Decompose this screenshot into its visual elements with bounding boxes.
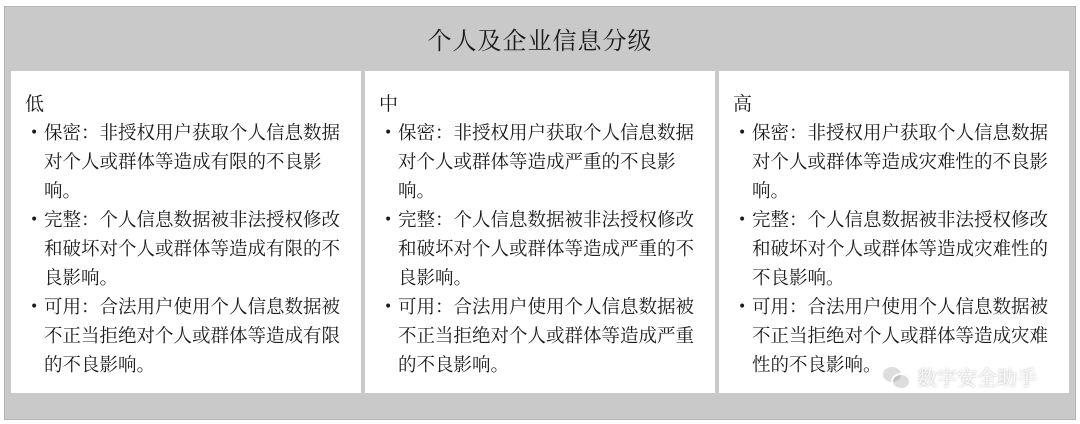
list-item — [731, 119, 1055, 206]
bullet: • — [30, 125, 39, 141]
item-text: 可用：合法用户使用个人信息数据被不正当拒绝对个人或群体等造成灾难性的不良影响。 — [752, 297, 1049, 376]
table-title: 个人及企业信息分级 — [427, 26, 653, 55]
watermark — [881, 362, 1037, 391]
column-low — [11, 71, 361, 393]
item-text: 完整：个人信息数据被非法授权修改和破坏对个人或群体等造成有限的不良影响。 — [44, 210, 341, 289]
item-text: 完整：个人信息数据被非法授权修改和破坏对个人或群体等造成灾难性的不良影响。 — [752, 210, 1049, 289]
list-item — [23, 119, 347, 206]
bullet: • — [738, 125, 747, 141]
bullet: • — [738, 299, 747, 315]
column-medium — [365, 71, 715, 393]
wechat-icon — [881, 365, 911, 389]
watermark-text: 数字安全助手 — [917, 368, 1037, 390]
bullet: • — [384, 299, 393, 315]
item-text: 保密：非授权用户获取个人信息数据对个人或群体等造成灾难性的不良影响。 — [752, 123, 1049, 202]
column-high — [719, 71, 1069, 393]
list-item — [23, 293, 347, 380]
list-item — [377, 206, 701, 293]
list-item — [23, 206, 347, 293]
bullet: • — [384, 212, 393, 228]
bullet: • — [30, 212, 39, 228]
list-item — [377, 293, 701, 380]
bullet: • — [30, 299, 39, 315]
list-item — [377, 119, 701, 206]
item-text: 保密：非授权用户获取个人信息数据对个人或群体等造成严重的不良影响。 — [398, 123, 695, 202]
bullet: • — [384, 125, 393, 141]
level-columns — [11, 71, 1069, 393]
level-label: 中 — [379, 93, 399, 115]
list-item — [731, 206, 1055, 293]
bullet: • — [738, 212, 747, 228]
level-label: 低 — [25, 93, 45, 115]
item-text: 保密：非授权用户获取个人信息数据对个人或群体等造成有限的不良影响。 — [44, 123, 341, 202]
bottom-band — [5, 393, 1075, 419]
item-text: 可用：合法用户使用个人信息数据被不正当拒绝对个人或群体等造成严重的不良影响。 — [398, 297, 695, 376]
level-label: 高 — [733, 93, 753, 115]
item-text: 完整：个人信息数据被非法授权修改和破坏对个人或群体等造成严重的不良影响。 — [398, 210, 695, 289]
item-text: 可用：合法用户使用个人信息数据被不正当拒绝对个人或群体等造成有限的不良影响。 — [44, 297, 341, 376]
classification-table — [4, 6, 1076, 420]
